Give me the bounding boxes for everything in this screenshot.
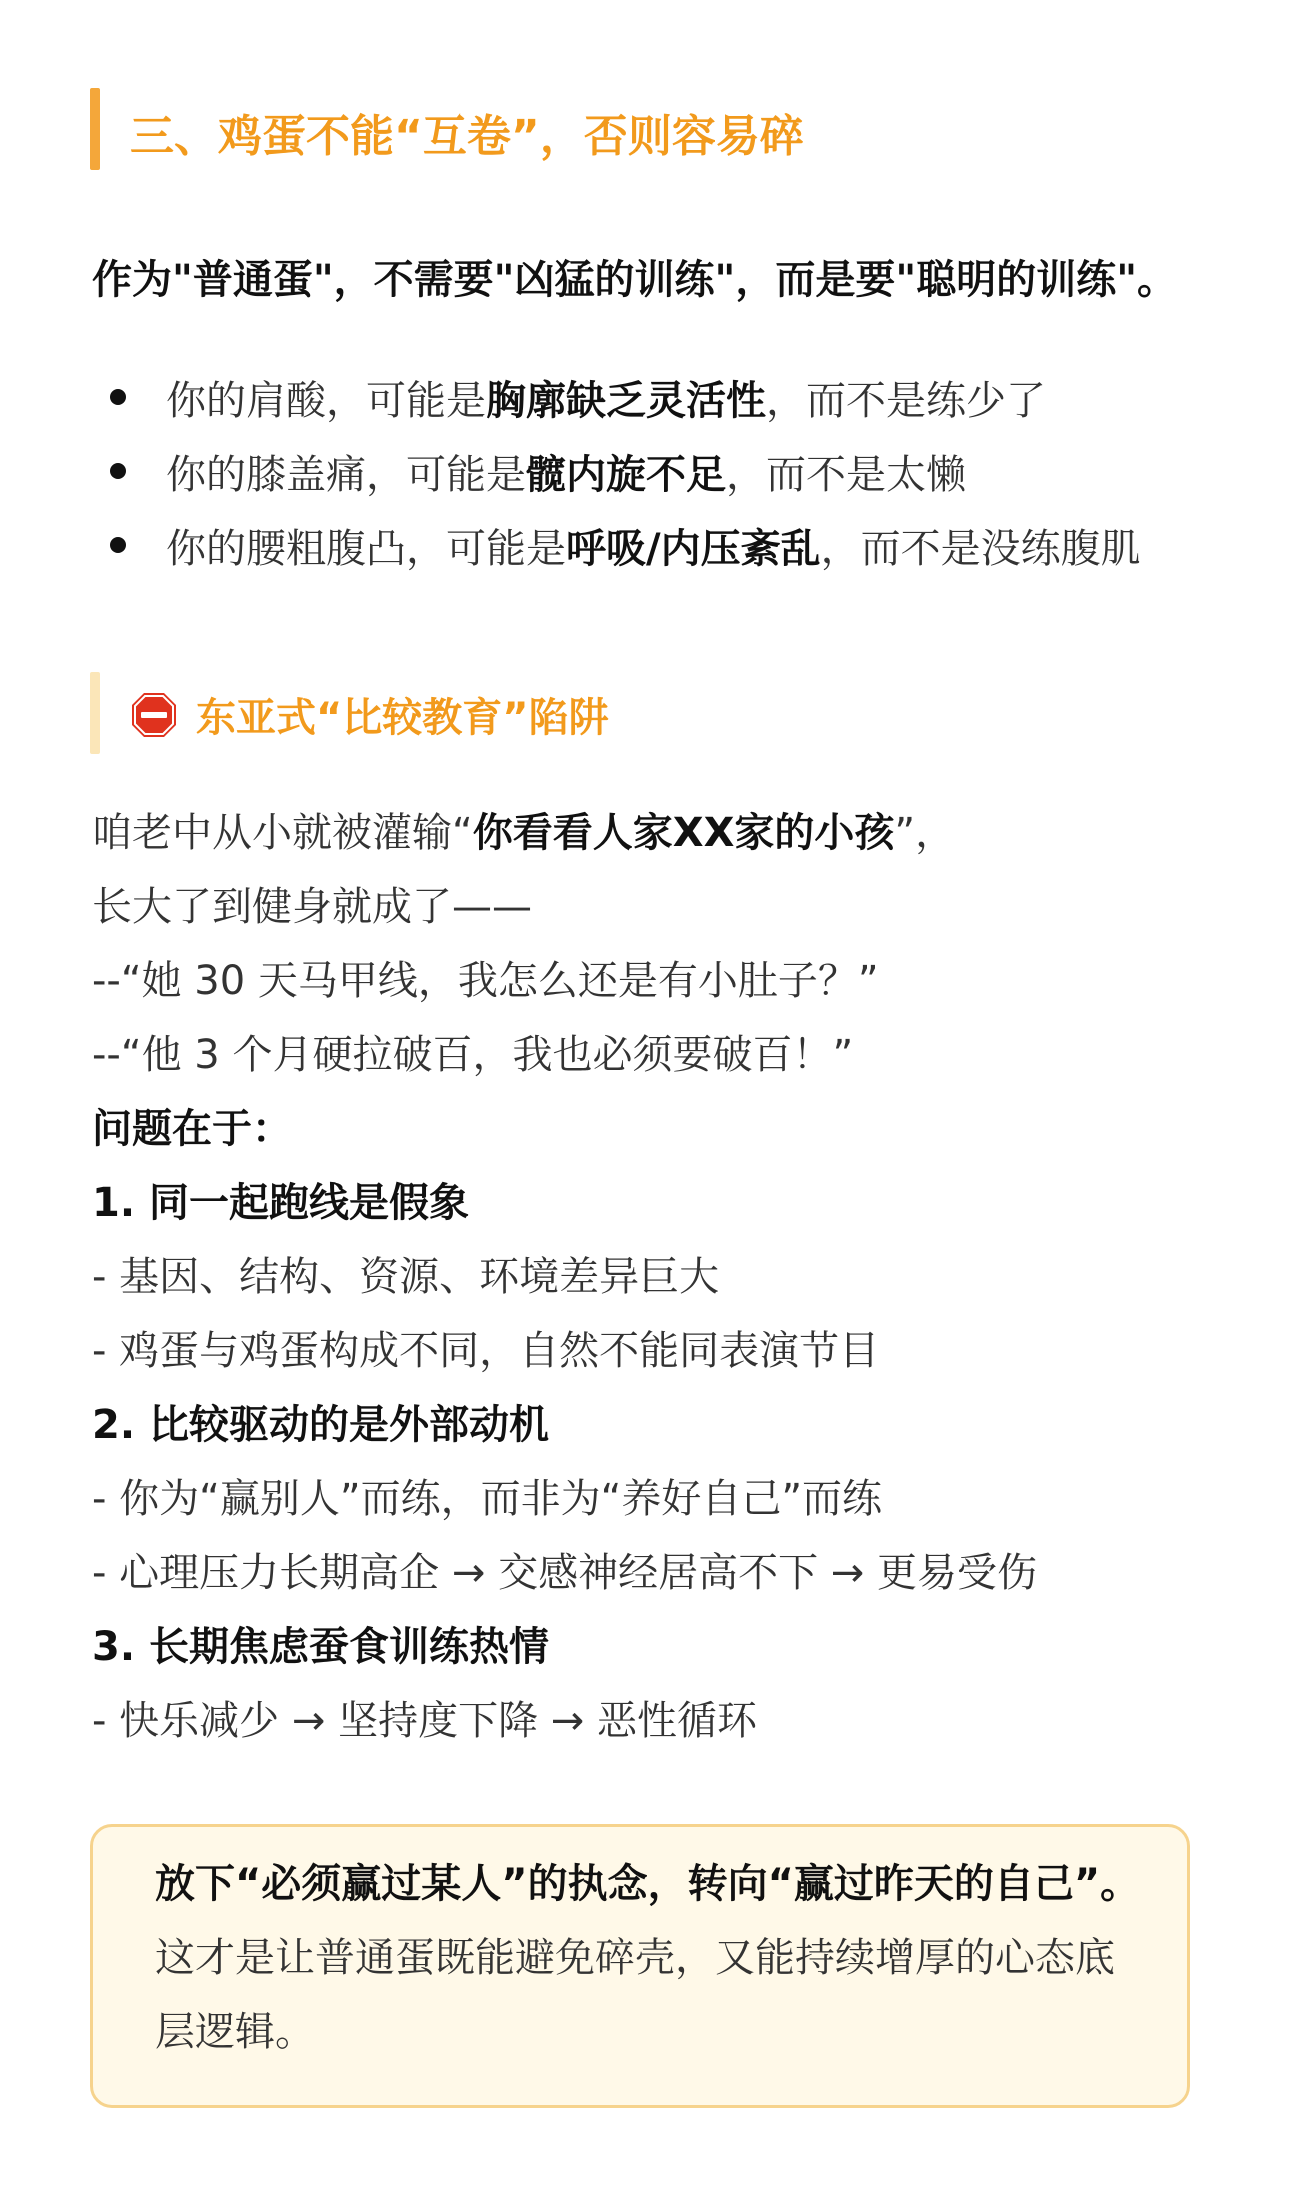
bullet-dot-icon [110, 389, 126, 405]
section-intro: 作为"普通蛋"，不需要"凶猛的训练"，而是要"聪明的训练"。 [92, 257, 1178, 303]
problem-heading: 问题在于： [92, 1106, 292, 1152]
point-heading: 2. 比较驱动的是外部动机 [92, 1402, 549, 1448]
point-item: - 鸡蛋与鸡蛋构成不同，自然不能同表演节目 [92, 1328, 880, 1374]
section-heading: 三、鸡蛋不能“互卷”，否则容易碎 [130, 111, 804, 162]
paragraph-line: 咱老中从小就被灌输“你看看人家XX家的小孩”， [92, 810, 956, 856]
bullet-item: 你的肩酸，可能是 胸廓缺乏灵活性 ，而不是练少了 [110, 367, 1046, 427]
point-item: - 心理压力长期高企 → 交感神经居高不下 → 更易受伤 [92, 1550, 1038, 1596]
bullet-dot-icon [110, 463, 126, 479]
bullet-item: 你的腰粗腹凸，可能是 呼吸/内压紊乱 ，而不是没练腹肌 [110, 515, 1141, 575]
point-item: - 你为“赢别人”而练，而非为“养好自己”而练 [92, 1476, 883, 1522]
point-heading: 1. 同一起跑线是假象 [92, 1180, 469, 1226]
summary-callout [90, 1824, 1190, 2108]
trap-heading: 东亚式“比较教育”陷阱 [130, 686, 609, 743]
callout-line: 放下“必须赢过某人”的执念，转向“赢过昨天的自己”。 [155, 1861, 1141, 1907]
quote-line: --“他 3 个月硬拉破百，我也必须要破百！” [92, 1032, 854, 1078]
heading-accent-bar [90, 88, 100, 170]
bullet-dot-icon [110, 537, 126, 553]
quote-line: --“她 30 天马甲线，我怎么还是有小肚子？” [92, 958, 879, 1004]
point-item: - 快乐减少 → 坚持度下降 → 恶性循环 [92, 1698, 758, 1744]
subheading-accent-bar [90, 672, 100, 754]
bullet-item: 你的膝盖痛，可能是 髋内旋不足 ，而不是太懒 [110, 441, 966, 501]
point-heading: 3. 长期焦虑蚕食训练热情 [92, 1624, 549, 1670]
point-item: - 基因、结构、资源、环境差异巨大 [92, 1254, 720, 1300]
callout-line: 这才是让普通蛋既能避免碎壳，又能持续增厚的心态底 [155, 1935, 1115, 1981]
callout-line: 层逻辑。 [155, 2009, 315, 2055]
stop-sign-icon [130, 691, 178, 739]
paragraph-line: 长大了到健身就成了—— [92, 884, 532, 930]
